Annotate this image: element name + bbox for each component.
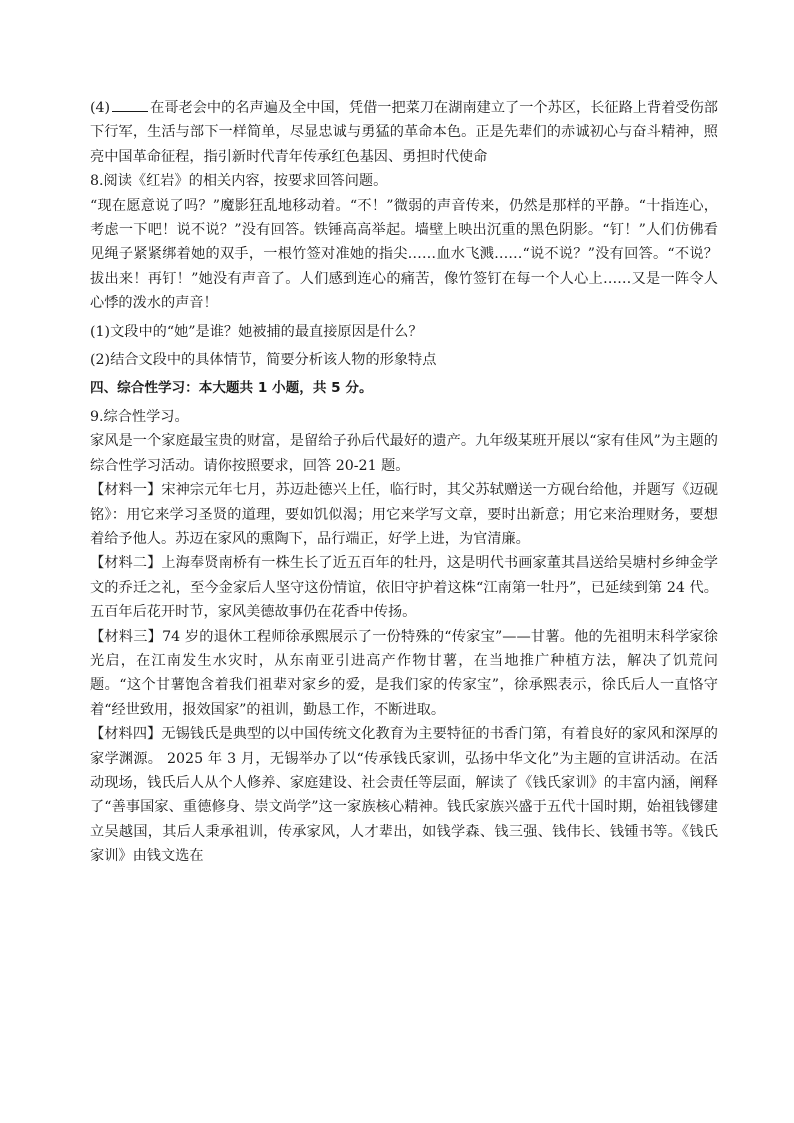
- question-number: (4): [90, 100, 111, 116]
- material-4: 【材料四】无锡钱氏是典型的以中国传统文化教育为主要特征的书香门第，有着良好的家风和深厚的家学渊源。 2025 年 3 月，无锡举办了以“传承钱氏家训，弘扬中华文化”为主题的宣讲活动。在活动现场，钱氏后人从个人修养、家庭建设、社会责任等层面，解读了《钱氏家训》的丰富内涵，阐释了“善事国家、重德修身、崇文尚学”这一家族核心精神。钱氏家族兴盛于五代十国时期，始祖钱镠建立吴越国，其后人秉承祖训，传承家风，人才辈出，如钱学森、钱三强、钱伟长、钱锺书等。《钱氏家训》由钱文选在: [90, 726, 718, 865]
- document-page: [90, 96, 718, 869]
- material-2: 【材料二】上海奉贤南桥有一株生长了近五百年的牡丹，这是明代书画家董其昌送给吴塘村乡绅金学文的乔迁之礼，至今金家后人坚守这份情谊，依旧守护着这株“江南第一牡丹”，已延续到第 24 代。五百年后花开时节，家风美德故事仍在花香中传扬。: [90, 555, 718, 621]
- question-9-lead: 家风是一个家庭最宝贵的财富，是留给子孙后代最好的遗产。九年级某班开展以“家有佳风”为主题的综合性学习活动。请你按照要求，回答 20-21 题。: [90, 433, 718, 474]
- question-8-passage: “现在愿意说了吗？”魔影狂乱地移动着。“不！”微弱的声音传来，仍然是那样的平静。“十指连心，考虑一下吧！说不说？”没有回答。铁锤高高举起。墙壁上映出沉重的黑色阴影。“钉！”人们仿佛看见绳子紧紧绑着她的双手，一根竹签对准她的指尖……血水飞溅……“说不说？”没有回答。“不说？拔出来！再钉！”她没有声音了。人们感到连心的痛苦，像竹签钉在每一个人心上……又是一阵令人心悸的泼水的声音！: [90, 197, 718, 312]
- question-9-intro: 9.综合性学习。: [90, 408, 189, 425]
- question-8-sub-1: (1)文段中的“她”是谁？她被捕的最直接原因是什么？: [90, 323, 423, 340]
- question-8-intro: 8.阅读《红岩》的相关内容，按要求回答问题。: [90, 173, 388, 190]
- question-7-4: [90, 96, 718, 169]
- material-1: 【材料一】宋神宗元年七月，苏迈赴德兴上任，临行时，其父苏轼赠送一方砚台给他，并题写《迈砚铭》：用它来学习圣贤的道理，要如饥似渴；用它来学写文章，要时出新意；用它来治理财务，要想着给予他人。苏迈在家风的熏陶下，品行端正，好学上进，为官清廉。: [90, 482, 718, 547]
- question-8-sub-2: (2)结合文段中的具体情节，简要分析该人物的形象特点: [90, 352, 437, 369]
- section-heading: 四、综合性学习：本大题共 1 小题，共 5 分。: [90, 380, 373, 397]
- answer-blank: [112, 96, 148, 112]
- question-text: 在哥老会中的名声遍及全中国，凭借一把菜刀在湖南建立了一个苏区，长征路上背着受伤部下行军，生活与部下一样简单，尽显忠诚与勇猛的革命本色。正是先辈们的赤诚初心与奋斗精神，照亮中国革命征程，指引新时代青年传承红色基因、勇担时代使命: [90, 100, 718, 165]
- material-3: 【材料三】74 岁的退休工程师徐承熙展示了一份特殊的“传家宝”——甘薯。他的先祖明末科学家徐光启，在江南发生水灾时，从东南亚引进高产作物甘薯，在当地推广种植方法，解决了饥荒问题。“这个甘薯饱含着我们祖辈对家乡的爱，是我们家的传家宝”，徐承熙表示，徐氏后人一直恪守着“经世致用，报效国家”的祖训，勤恳工作，不断进取。: [90, 628, 718, 718]
